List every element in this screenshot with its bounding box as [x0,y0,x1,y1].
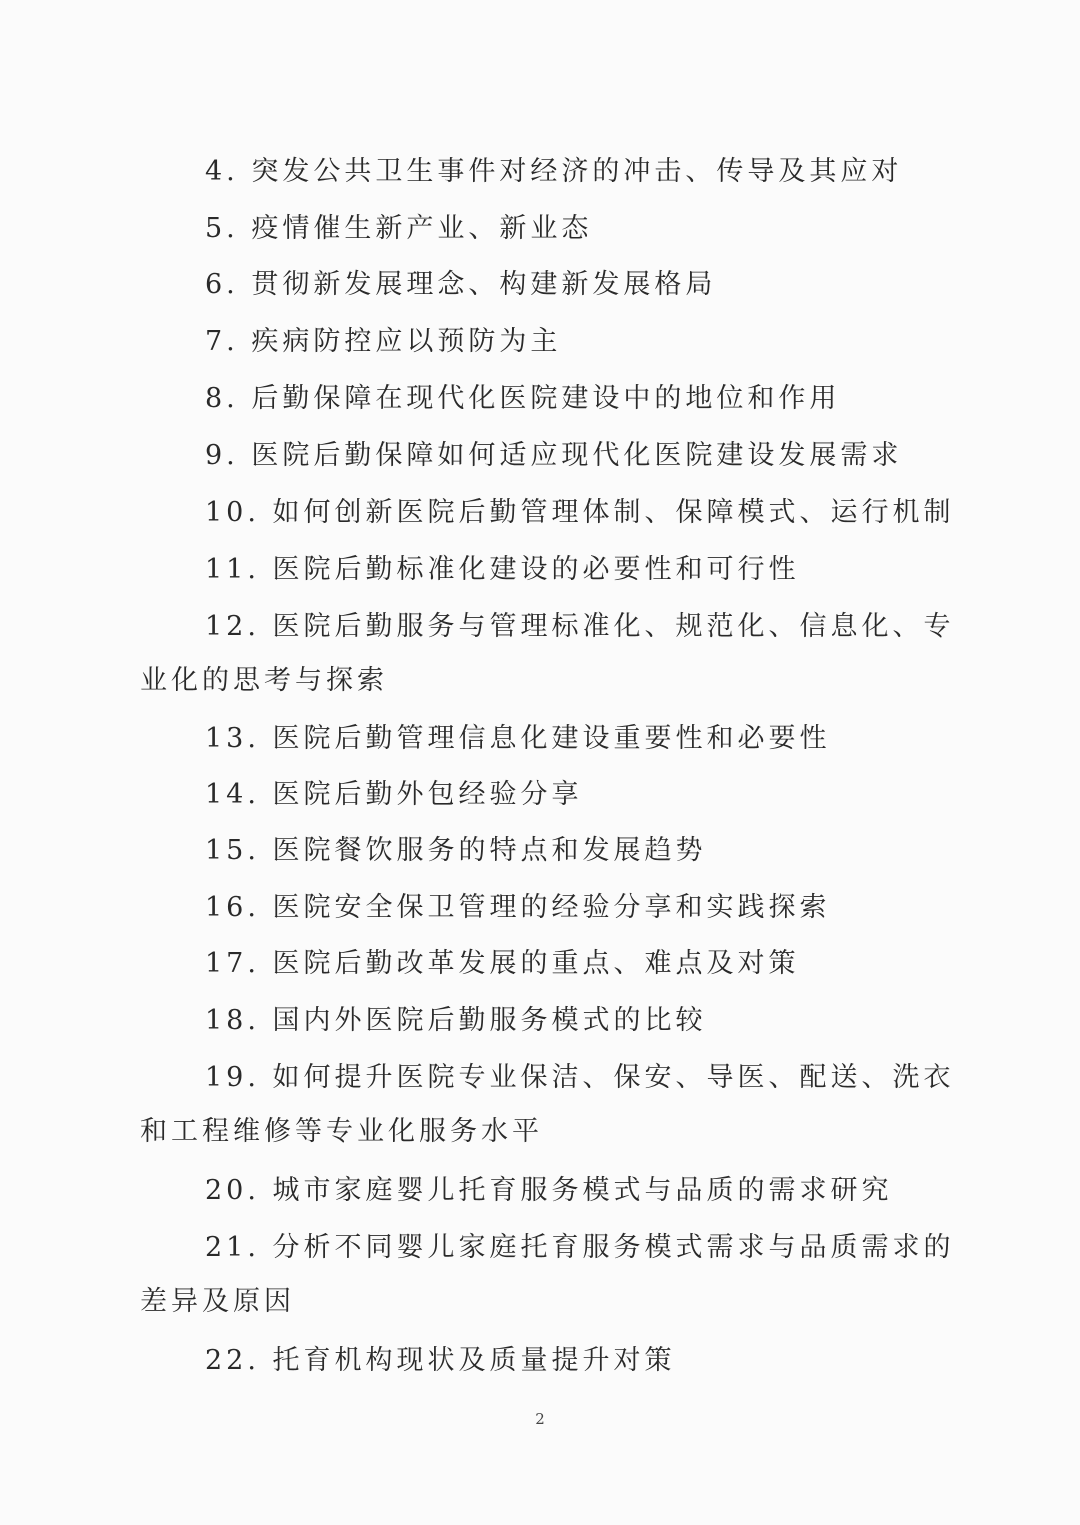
list-item: 19. 如何提升医院专业保洁、保安、导医、配送、洗衣 和工程维修等专业化服务水平 [140,1062,955,1147]
list-item: 6. 贯彻新发展理念、构建新发展格局 [205,269,717,300]
list-item: 21. 分析不同婴儿家庭托育服务模式需求与品质需求的 差异及原因 [140,1232,955,1317]
list-item: 16. 医院安全保卫管理的经验分享和实践探索 [205,892,831,923]
list-item: 22. 托育机构现状及质量提升对策 [205,1345,676,1376]
list-item: 11. 医院后勤标准化建设的必要性和可行性 [205,554,800,585]
list-item: 10. 如何创新医院后勤管理体制、保障模式、运行机制 [205,497,955,528]
list-item: 20. 城市家庭婴儿托育服务模式与品质的需求研究 [205,1175,893,1206]
list-item: 7. 疾病防控应以预防为主 [205,326,562,357]
list-item: 4. 突发公共卫生事件对经济的冲击、传导及其应对 [205,156,903,187]
list-item: 12. 医院后勤服务与管理标准化、规范化、信息化、专 业化的思考与探索 [140,611,955,696]
list-item: 15. 医院餐饮服务的特点和发展趋势 [205,835,707,866]
list-item: 14. 医院后勤外包经验分享 [205,779,583,810]
list-item: 18. 国内外医院后勤服务模式的比较 [205,1005,707,1036]
list-item: 9. 医院后勤保障如何适应现代化医院建设发展需求 [205,440,903,471]
list-item: 13. 医院后勤管理信息化建设重要性和必要性 [205,723,831,754]
page-number: 2 [535,1410,545,1428]
list-item: 5. 疫情催生新产业、新业态 [205,213,593,244]
list-item: 17. 医院后勤改革发展的重点、难点及对策 [205,948,800,979]
list-item: 8. 后勤保障在现代化医院建设中的地位和作用 [205,383,841,414]
